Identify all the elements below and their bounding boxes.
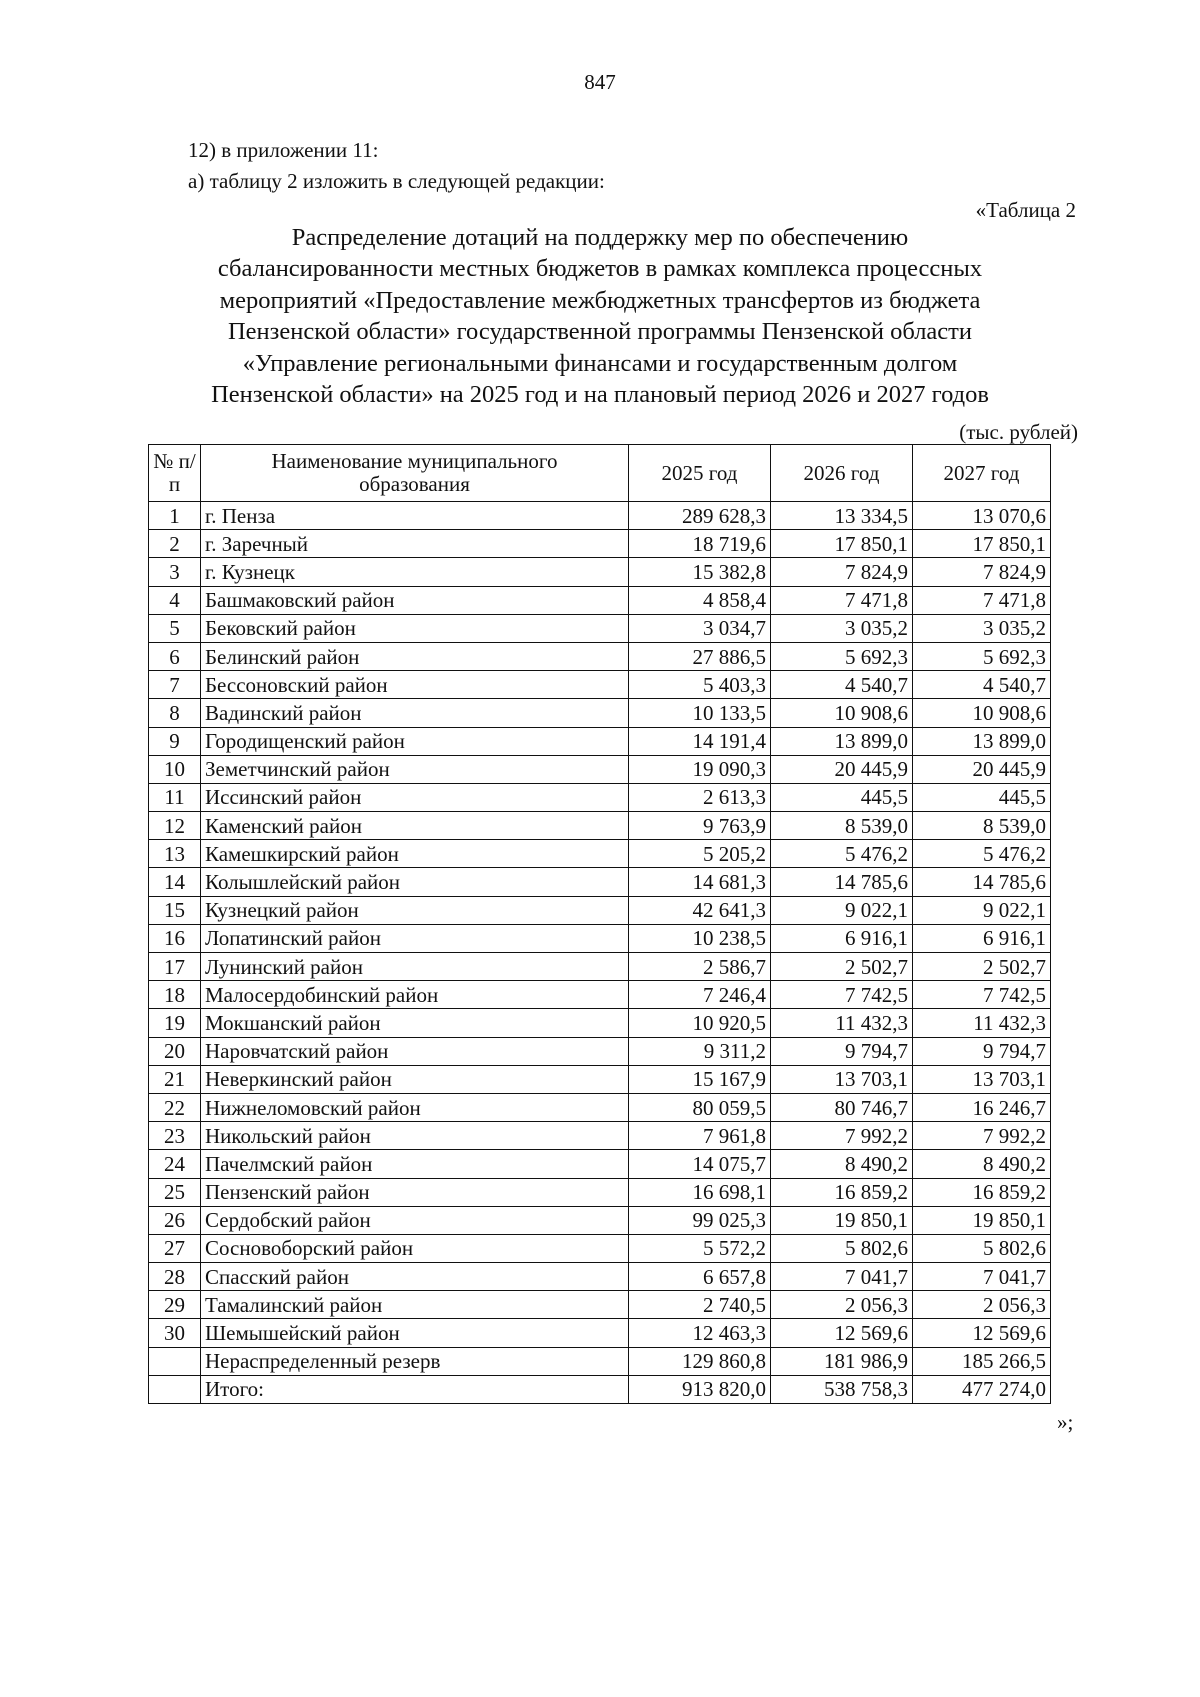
- row-number-cell: 1: [149, 502, 201, 530]
- value-2027-cell: 10 908,6: [913, 699, 1051, 727]
- value-2025-cell: 15 382,8: [629, 558, 771, 586]
- table-row: [149, 1178, 1051, 1206]
- row-number-cell: 18: [149, 981, 201, 1009]
- value-2025-cell: 42 641,3: [629, 896, 771, 924]
- table-row: [149, 614, 1051, 642]
- municipality-name-cell: Земетчинский район: [201, 755, 629, 783]
- value-2025-cell: 913 820,0: [629, 1375, 771, 1403]
- value-2025-cell: 5 205,2: [629, 840, 771, 868]
- header-2026: 2026 год: [771, 445, 913, 502]
- table-row: [149, 586, 1051, 614]
- value-2027-cell: 5 692,3: [913, 642, 1051, 670]
- value-2026-cell: 11 432,3: [771, 1009, 913, 1037]
- value-2027-cell: 7 742,5: [913, 981, 1051, 1009]
- header-2025: 2025 год: [629, 445, 771, 502]
- municipality-name-cell: Мокшанский район: [201, 1009, 629, 1037]
- title-line: сбалансированности местных бюджетов в рамках комплекса процессных: [217, 255, 983, 283]
- row-number-cell: 19: [149, 1009, 201, 1037]
- table-row: [149, 755, 1051, 783]
- row-number-cell: 23: [149, 1122, 201, 1150]
- value-2027-cell: 185 266,5: [913, 1347, 1051, 1375]
- table-row: [149, 1206, 1051, 1234]
- row-number-cell: 16: [149, 924, 201, 952]
- municipality-name-cell: Сердобский район: [201, 1206, 629, 1234]
- value-2027-cell: 5 802,6: [913, 1234, 1051, 1262]
- municipality-name-cell: Неверкинский район: [201, 1065, 629, 1093]
- row-number-cell: [149, 1375, 201, 1403]
- value-2026-cell: 8 490,2: [771, 1150, 913, 1178]
- table-row: [149, 699, 1051, 727]
- municipality-name-cell: Городищенский район: [201, 727, 629, 755]
- value-2027-cell: 7 992,2: [913, 1122, 1051, 1150]
- row-number-cell: 20: [149, 1037, 201, 1065]
- table-row: [149, 1319, 1051, 1347]
- value-2026-cell: 12 569,6: [771, 1319, 913, 1347]
- municipality-name-cell: Спасский район: [201, 1263, 629, 1291]
- table-row: [149, 896, 1051, 924]
- row-number-cell: 8: [149, 699, 201, 727]
- header-name: Наименование муниципального образования: [201, 445, 629, 502]
- value-2025-cell: 16 698,1: [629, 1178, 771, 1206]
- title-line: Пензенской области» на 2025 год и на плановый период 2026 и 2027 годов: [211, 381, 989, 409]
- value-2025-cell: 5 403,3: [629, 671, 771, 699]
- value-2026-cell: 5 692,3: [771, 642, 913, 670]
- value-2025-cell: 15 167,9: [629, 1065, 771, 1093]
- value-2027-cell: 7 471,8: [913, 586, 1051, 614]
- value-2027-cell: 2 502,7: [913, 953, 1051, 981]
- municipality-name-cell: Камешкирский район: [201, 840, 629, 868]
- table-label: «Таблица 2: [975, 198, 1076, 222]
- municipality-name-cell: Тамалинский район: [201, 1291, 629, 1319]
- units-note: (тыс. рублей): [959, 420, 1078, 444]
- value-2026-cell: 7 742,5: [771, 981, 913, 1009]
- table-row: [149, 812, 1051, 840]
- municipality-name-cell: Кузнецкий район: [201, 896, 629, 924]
- value-2025-cell: 2 740,5: [629, 1291, 771, 1319]
- table-row: [149, 1009, 1051, 1037]
- municipality-name-cell: Наровчатский район: [201, 1037, 629, 1065]
- value-2026-cell: 538 758,3: [771, 1375, 913, 1403]
- value-2026-cell: 4 540,7: [771, 671, 913, 699]
- table-row: [149, 1065, 1051, 1093]
- value-2025-cell: 18 719,6: [629, 530, 771, 558]
- municipality-name-cell: г. Пенза: [201, 502, 629, 530]
- value-2027-cell: 7 824,9: [913, 558, 1051, 586]
- municipality-name-cell: Нижнеломовский район: [201, 1093, 629, 1121]
- table-row: [149, 1234, 1051, 1262]
- value-2026-cell: 80 746,7: [771, 1093, 913, 1121]
- header-num: № п/п: [149, 445, 201, 502]
- table-row: [149, 1375, 1051, 1403]
- value-2027-cell: 445,5: [913, 783, 1051, 811]
- municipality-name-cell: Пензенский район: [201, 1178, 629, 1206]
- value-2025-cell: 3 034,7: [629, 614, 771, 642]
- value-2026-cell: 13 334,5: [771, 502, 913, 530]
- municipality-name-cell: Никольский район: [201, 1122, 629, 1150]
- value-2027-cell: 6 916,1: [913, 924, 1051, 952]
- table-row: [149, 924, 1051, 952]
- row-number-cell: 24: [149, 1150, 201, 1178]
- municipality-name-cell: Иссинский район: [201, 783, 629, 811]
- row-number-cell: 30: [149, 1319, 201, 1347]
- value-2025-cell: 19 090,3: [629, 755, 771, 783]
- row-number-cell: 9: [149, 727, 201, 755]
- title-line: Распределение дотаций на поддержку мер по обеспечению: [291, 224, 909, 251]
- value-2025-cell: 99 025,3: [629, 1206, 771, 1234]
- municipality-name-cell: Вадинский район: [201, 699, 629, 727]
- title-line: мероприятий «Предоставление межбюджетных трансфертов из бюджета: [219, 286, 981, 314]
- value-2026-cell: 3 035,2: [771, 614, 913, 642]
- value-2027-cell: 13 703,1: [913, 1065, 1051, 1093]
- row-number-cell: 15: [149, 896, 201, 924]
- value-2027-cell: 5 476,2: [913, 840, 1051, 868]
- title-line: Пензенской области» государственной программы Пензенской области: [227, 318, 972, 346]
- value-2025-cell: 9 311,2: [629, 1037, 771, 1065]
- municipality-name-cell: Пачелмский район: [201, 1150, 629, 1178]
- value-2026-cell: 10 908,6: [771, 699, 913, 727]
- table-row: [149, 840, 1051, 868]
- table-row: [149, 1037, 1051, 1065]
- table-row: [149, 530, 1051, 558]
- row-number-cell: 26: [149, 1206, 201, 1234]
- table-row: [149, 953, 1051, 981]
- value-2027-cell: 11 432,3: [913, 1009, 1051, 1037]
- value-2027-cell: 16 859,2: [913, 1178, 1051, 1206]
- table-row: [149, 502, 1051, 530]
- table-row: [149, 1122, 1051, 1150]
- table-row: [149, 1347, 1051, 1375]
- value-2027-cell: 20 445,9: [913, 755, 1051, 783]
- municipality-name-cell: Лопатинский район: [201, 924, 629, 952]
- table-row: [149, 1093, 1051, 1121]
- value-2025-cell: 12 463,3: [629, 1319, 771, 1347]
- value-2025-cell: 9 763,9: [629, 812, 771, 840]
- value-2027-cell: 9 794,7: [913, 1037, 1051, 1065]
- row-number-cell: 12: [149, 812, 201, 840]
- value-2026-cell: 13 703,1: [771, 1065, 913, 1093]
- value-2025-cell: 7 961,8: [629, 1122, 771, 1150]
- value-2026-cell: 7 824,9: [771, 558, 913, 586]
- municipality-name-cell: Лунинский район: [201, 953, 629, 981]
- value-2026-cell: 6 916,1: [771, 924, 913, 952]
- value-2026-cell: 181 986,9: [771, 1347, 913, 1375]
- value-2025-cell: 129 860,8: [629, 1347, 771, 1375]
- value-2027-cell: 477 274,0: [913, 1375, 1051, 1403]
- value-2026-cell: 7 992,2: [771, 1122, 913, 1150]
- value-2025-cell: 10 238,5: [629, 924, 771, 952]
- distribution-table: [148, 444, 1051, 1404]
- row-number-cell: 29: [149, 1291, 201, 1319]
- row-number-cell: 13: [149, 840, 201, 868]
- value-2026-cell: 17 850,1: [771, 530, 913, 558]
- value-2025-cell: 5 572,2: [629, 1234, 771, 1262]
- value-2025-cell: 10 920,5: [629, 1009, 771, 1037]
- row-number-cell: 14: [149, 868, 201, 896]
- row-number-cell: 21: [149, 1065, 201, 1093]
- municipality-name-cell: Малосердобинский район: [201, 981, 629, 1009]
- value-2025-cell: 27 886,5: [629, 642, 771, 670]
- page-number: 847: [584, 70, 616, 94]
- value-2025-cell: 289 628,3: [629, 502, 771, 530]
- value-2027-cell: 19 850,1: [913, 1206, 1051, 1234]
- municipality-name-cell: Сосновоборский район: [201, 1234, 629, 1262]
- row-number-cell: [149, 1347, 201, 1375]
- value-2027-cell: 7 041,7: [913, 1263, 1051, 1291]
- value-2027-cell: 16 246,7: [913, 1093, 1051, 1121]
- value-2025-cell: 10 133,5: [629, 699, 771, 727]
- value-2026-cell: 5 802,6: [771, 1234, 913, 1262]
- value-2026-cell: 5 476,2: [771, 840, 913, 868]
- value-2026-cell: 13 899,0: [771, 727, 913, 755]
- row-number-cell: 5: [149, 614, 201, 642]
- value-2027-cell: 8 539,0: [913, 812, 1051, 840]
- value-2027-cell: 13 070,6: [913, 502, 1051, 530]
- table-row: [149, 642, 1051, 670]
- table-row: [149, 727, 1051, 755]
- municipality-name-cell: Башмаковский район: [201, 586, 629, 614]
- municipality-name-cell: Белинский район: [201, 642, 629, 670]
- table-row: [149, 1150, 1051, 1178]
- row-number-cell: 10: [149, 755, 201, 783]
- value-2027-cell: 3 035,2: [913, 614, 1051, 642]
- row-number-cell: 22: [149, 1093, 201, 1121]
- value-2026-cell: 7 471,8: [771, 586, 913, 614]
- value-2025-cell: 14 681,3: [629, 868, 771, 896]
- row-number-cell: 11: [149, 783, 201, 811]
- municipality-name-cell: Каменский район: [201, 812, 629, 840]
- value-2026-cell: 2 502,7: [771, 953, 913, 981]
- value-2026-cell: 2 056,3: [771, 1291, 913, 1319]
- municipality-name-cell: Бессоновский район: [201, 671, 629, 699]
- value-2027-cell: 9 022,1: [913, 896, 1051, 924]
- value-2025-cell: 4 858,4: [629, 586, 771, 614]
- municipality-name-cell: Итого:: [201, 1375, 629, 1403]
- value-2026-cell: 9 022,1: [771, 896, 913, 924]
- value-2025-cell: 6 657,8: [629, 1263, 771, 1291]
- value-2026-cell: 9 794,7: [771, 1037, 913, 1065]
- value-2026-cell: 445,5: [771, 783, 913, 811]
- value-2026-cell: 19 850,1: [771, 1206, 913, 1234]
- row-number-cell: 7: [149, 671, 201, 699]
- row-number-cell: 25: [149, 1178, 201, 1206]
- header-2027: 2027 год: [913, 445, 1051, 502]
- municipality-name-cell: Колышлейский район: [201, 868, 629, 896]
- title-line: «Управление региональными финансами и государственным долгом: [242, 349, 958, 377]
- value-2026-cell: 14 785,6: [771, 868, 913, 896]
- value-2027-cell: 17 850,1: [913, 530, 1051, 558]
- document-title: [140, 222, 1060, 410]
- table-row: [149, 783, 1051, 811]
- value-2027-cell: 2 056,3: [913, 1291, 1051, 1319]
- value-2025-cell: 2 613,3: [629, 783, 771, 811]
- table-header-row: [149, 445, 1051, 502]
- row-number-cell: 17: [149, 953, 201, 981]
- row-number-cell: 3: [149, 558, 201, 586]
- row-number-cell: 28: [149, 1263, 201, 1291]
- municipality-name-cell: Бековский район: [201, 614, 629, 642]
- row-number-cell: 4: [149, 586, 201, 614]
- value-2027-cell: 13 899,0: [913, 727, 1051, 755]
- value-2025-cell: 80 059,5: [629, 1093, 771, 1121]
- row-number-cell: 6: [149, 642, 201, 670]
- municipality-name-cell: Нераспределенный резерв: [201, 1347, 629, 1375]
- value-2025-cell: 2 586,7: [629, 953, 771, 981]
- row-number-cell: 2: [149, 530, 201, 558]
- table-row: [149, 868, 1051, 896]
- value-2026-cell: 7 041,7: [771, 1263, 913, 1291]
- value-2025-cell: 7 246,4: [629, 981, 771, 1009]
- municipality-name-cell: г. Заречный: [201, 530, 629, 558]
- value-2027-cell: 4 540,7: [913, 671, 1051, 699]
- intro-instruction: а) таблицу 2 изложить в следующей редакции:: [188, 169, 605, 193]
- table-row: [149, 671, 1051, 699]
- municipality-name-cell: Шемышейский район: [201, 1319, 629, 1347]
- table-row: [149, 981, 1051, 1009]
- intro-item-number: 12) в приложении 11:: [188, 138, 379, 162]
- value-2027-cell: 14 785,6: [913, 868, 1051, 896]
- table-row: [149, 1291, 1051, 1319]
- value-2027-cell: 8 490,2: [913, 1150, 1051, 1178]
- value-2026-cell: 16 859,2: [771, 1178, 913, 1206]
- value-2027-cell: 12 569,6: [913, 1319, 1051, 1347]
- value-2026-cell: 8 539,0: [771, 812, 913, 840]
- municipality-name-cell: г. Кузнецк: [201, 558, 629, 586]
- row-number-cell: 27: [149, 1234, 201, 1262]
- value-2025-cell: 14 075,7: [629, 1150, 771, 1178]
- value-2026-cell: 20 445,9: [771, 755, 913, 783]
- closing-mark: »;: [1057, 1410, 1074, 1434]
- value-2025-cell: 14 191,4: [629, 727, 771, 755]
- table-row: [149, 1263, 1051, 1291]
- table-row: [149, 558, 1051, 586]
